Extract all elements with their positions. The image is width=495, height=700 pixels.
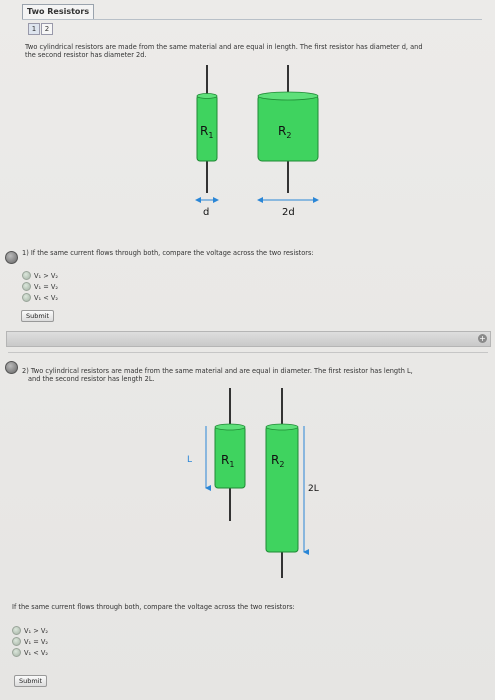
d2-label: 2d [282,207,295,218]
question-2b-text: If the same current flows through both, compare the voltage across the two resistors: [12,603,295,611]
r1-top-cap [197,94,217,99]
q1-option-2[interactable]: V₁ = V₂ [22,281,58,292]
resistor-diagram-2 [175,388,325,580]
q2-option-2[interactable]: V₁ = V₂ [12,636,48,647]
r2-body [258,95,318,161]
intro-line-2: the second resistor has diameter 2d. [25,51,147,59]
r1-label: $R_1$ [200,124,214,140]
l2-label: 2L [308,484,319,494]
question-2b-options [12,625,48,658]
radio-icon[interactable] [22,282,31,291]
page-1-button[interactable]: 1 [28,23,40,35]
feedback-bar [6,331,491,347]
pager [28,23,53,35]
q1-submit-button[interactable]: Submit [21,310,54,322]
q2-option-1[interactable]: V₁ > V₂ [12,625,48,636]
radio-icon[interactable] [12,637,21,646]
question-2-status-icon [5,361,18,374]
r1-label-2: $R_1$ [221,453,235,469]
title-rule [22,19,482,20]
r2-label: $R_2$ [278,124,292,140]
question-1-options [22,270,58,303]
question-1-text: 1) If the same current flows through both, compare the voltage across the two resistors: [22,249,314,257]
question-1-status-icon [5,251,18,264]
intro-line-1: Two cylindrical resistors are made from the same material and are equal in length. The first resistor has diameter d, and [25,43,423,51]
expand-plus-icon[interactable]: + [479,334,486,343]
r2-label-2: $R_2$ [271,453,285,469]
section-divider [8,352,488,353]
radio-icon[interactable] [22,271,31,280]
r2-top-cap [258,92,318,100]
r2-top-cap-2 [266,424,298,430]
intro-text [25,43,423,59]
radio-icon[interactable] [22,293,31,302]
q2-option-3[interactable]: V₁ < V₂ [12,647,48,658]
question-2-text: 2) Two cylindrical resistors are made from the same material and are equal in diameter. The first resistor has length L, and the second resistor has length 2L. [22,367,413,383]
d1-label: d [203,207,210,218]
q1-option-3[interactable]: V₁ < V₂ [22,292,58,303]
q1-option-1[interactable]: V₁ > V₂ [22,270,58,281]
l1-label: L [187,455,193,465]
problem-title: Two Resistors [22,4,94,20]
r2-body-2 [266,426,298,552]
radio-icon[interactable] [12,648,21,657]
r1-body-2 [215,426,245,488]
resistor-diagram-1 [170,65,340,225]
r1-top-cap-2 [215,424,245,430]
page-2-button[interactable]: 2 [41,23,53,35]
radio-icon[interactable] [12,626,21,635]
q2-submit-button[interactable]: Submit [14,675,47,687]
